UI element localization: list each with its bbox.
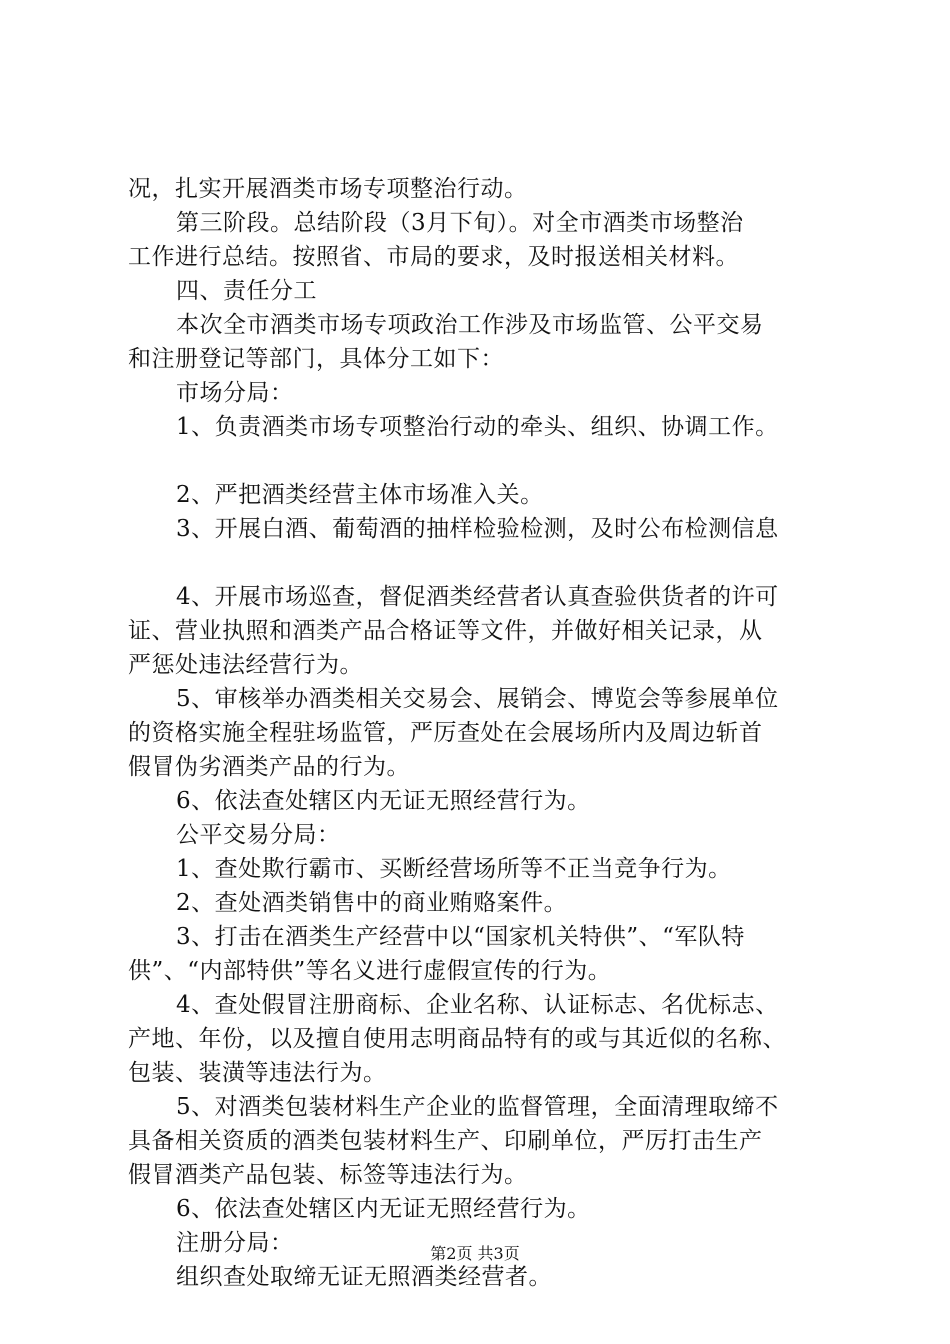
- list-item: 5、对酒类包装材料生产企业的监督管理，全面清理取缔不: [176, 1094, 779, 1120]
- subsection-heading: 市场分局：: [176, 380, 294, 406]
- text-line: 的资格实施全程驻场监管，严厉查处在会展场所内及周边斩首: [128, 720, 763, 746]
- text-line: 和注册登记等部门，具体分工如下：: [128, 346, 504, 372]
- list-item: 3、开展白酒、葡萄酒的抽样检验检测，及时公布检测信息: [176, 516, 779, 542]
- list-item: 6、依法查处辖区内无证无照经营行为。: [176, 1196, 591, 1222]
- list-item: 2、查处酒类销售中的商业贿赂案件。: [176, 890, 568, 916]
- list-item: 2、严把酒类经营主体市场准入关。: [176, 482, 544, 508]
- text-line: 证、营业执照和酒类产品合格证等文件，并做好相关记录，从: [128, 618, 763, 644]
- text-line: 产地、年份，以及擅自使用志明商品特有的或与其近似的名称、: [128, 1026, 786, 1052]
- blank-line: [128, 444, 850, 478]
- text-line: 假冒伪劣酒类产品的行为。: [128, 754, 410, 780]
- list-item: 5、审核举办酒类相关交易会、展销会、博览会等参展单位: [176, 686, 779, 712]
- text-line: 工作进行总结。按照省、市局的要求，及时报送相关材料。: [128, 244, 739, 270]
- text-line: 严惩处违法经营行为。: [128, 652, 363, 678]
- text-line: 第三阶段。总结阶段（3月下旬）。对全市酒类市场整治: [176, 210, 744, 236]
- text-line: 本次全市酒类市场专项政治工作涉及市场监管、公平交易: [176, 312, 764, 338]
- text-line: 假冒酒类产品包装、标签等违法行为。: [128, 1162, 528, 1188]
- blank-line: [128, 546, 850, 580]
- text-line: 具备相关资质的酒类包装材料生产、印刷单位，严厉打击生产: [128, 1128, 763, 1154]
- list-item: 1、查处欺行霸市、买断经营场所等不正当竞争行为。: [176, 856, 732, 882]
- list-item: 6、依法查处辖区内无证无照经营行为。: [176, 788, 591, 814]
- text-line: 包装、装潢等违法行为。: [128, 1060, 387, 1086]
- list-item: 4、开展市场巡查，督促酒类经营者认真查验供货者的许可: [176, 584, 779, 610]
- list-item: 3、打击在酒类生产经营中以“国家机关特供”、“军队特: [176, 924, 745, 950]
- section-heading: 四、责任分工: [176, 278, 317, 304]
- subsection-heading: 公平交易分局：: [176, 822, 341, 848]
- text-line: 况，扎实开展酒类市场专项整治行动。: [128, 176, 528, 202]
- list-item: 1、负责酒类市场专项整治行动的牵头、组织、协调工作。: [176, 414, 779, 440]
- page-number: 第2页 共3页: [430, 1244, 520, 1263]
- list-item: 4、查处假冒注册商标、企业名称、认证标志、名优标志、: [176, 992, 779, 1018]
- text-line: 组织查处取缔无证无照酒类经营者。: [176, 1264, 552, 1290]
- document-body: [128, 172, 850, 1294]
- subsection-heading: 注册分局：: [176, 1230, 294, 1256]
- text-line: 供”、“内部特供”等名义进行虚假宣传的行为。: [128, 958, 612, 984]
